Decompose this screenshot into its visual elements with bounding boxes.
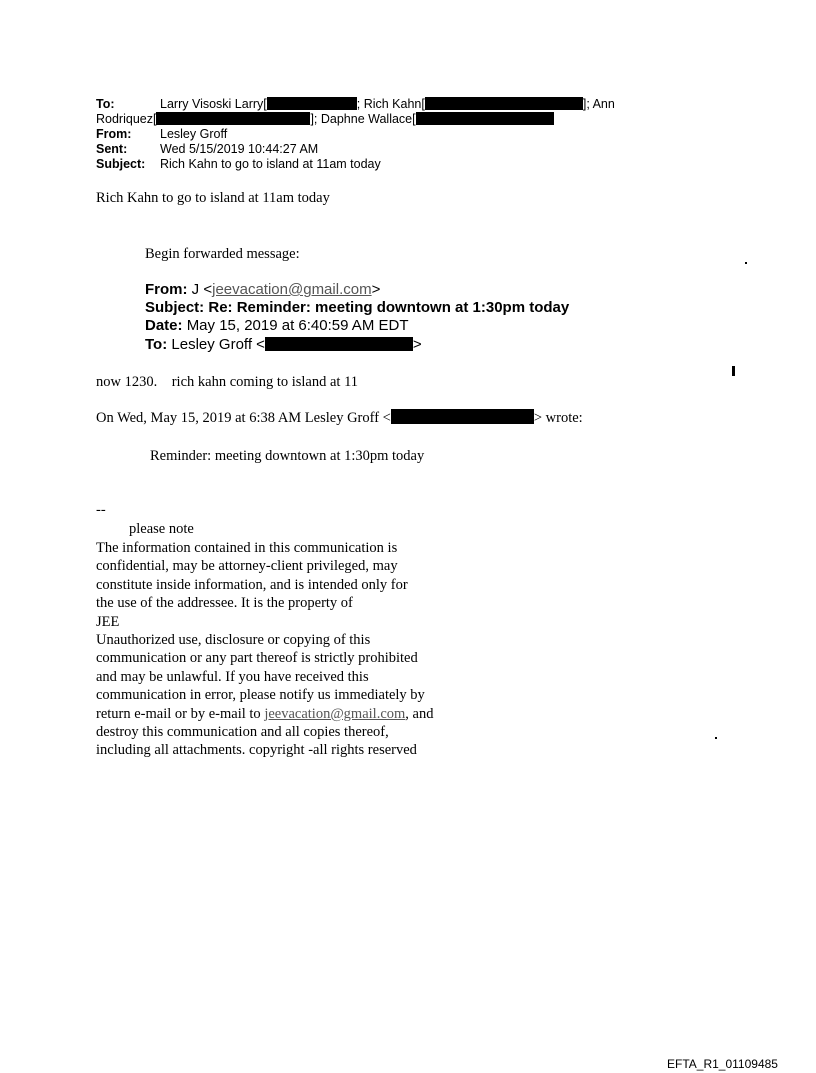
to-recipient-3: ]; Daphne Wallace[	[310, 112, 416, 126]
to-recipient-2: ; Rich Kahn[	[356, 97, 425, 111]
disclaimer-line: communication in error, please notify us immediately by	[96, 687, 425, 704]
redaction-box	[391, 409, 534, 424]
reply-text: now 1230. rich kahn coming to island at 11	[96, 374, 359, 390]
redaction-box	[265, 337, 413, 351]
forward-to-value: Lesley Groff <	[171, 336, 265, 353]
disclaimer-email-link[interactable]: jeevacation@gmail.com	[264, 705, 406, 722]
forward-from-close: >	[371, 281, 381, 298]
forward-to-close: >	[412, 336, 422, 353]
quote-intro-start: On Wed, May 15, 2019 at 6:38 AM Lesley Groff <	[96, 410, 391, 426]
forward-date-label: Date:	[145, 317, 183, 334]
to-label: To:	[96, 97, 115, 111]
signature-please-note: please note	[129, 521, 194, 537]
forward-to	[145, 336, 422, 354]
redaction-box	[416, 112, 554, 125]
subject-label: Subject:	[96, 157, 146, 171]
quoted-message: Reminder: meeting downtown at 1:30pm today	[150, 448, 425, 464]
return-end-text: , and	[405, 705, 434, 722]
to-recipient-2-end: ]; Ann	[582, 97, 615, 111]
forward-date-value: May 15, 2019 at 6:40:59 AM EDT	[186, 317, 409, 334]
disclaimer-line: constitute inside information, and is intended only for	[96, 576, 408, 593]
header-to-line1	[96, 97, 615, 112]
stray-dot	[715, 737, 717, 739]
disclaimer-line: and may be unlawful. If you have received this	[96, 668, 369, 685]
forward-subject-value: Re: Reminder: meeting downtown at 1:30pm today	[208, 299, 570, 316]
return-text: return e-mail or by e-mail to	[96, 705, 265, 722]
forward-from-label: From:	[145, 281, 188, 298]
header-subject	[96, 157, 381, 172]
subject-value: Rich Kahn to go to island at 11am today	[160, 157, 381, 171]
redaction-box	[267, 97, 357, 110]
sent-label: Sent:	[96, 142, 128, 156]
body-first-line: Rich Kahn to go to island at 11am today	[96, 190, 330, 206]
to-recipient-1: Larry Visoski Larry[	[160, 97, 267, 111]
redaction-box	[156, 112, 310, 125]
header-sent	[96, 142, 318, 157]
redaction-box	[425, 97, 583, 110]
signature-dashes: --	[96, 502, 106, 518]
sent-value: Wed 5/15/2019 10:44:27 AM	[160, 142, 319, 156]
disclaimer-line: the use of the addressee. It is the property of	[96, 595, 353, 612]
quote-intro	[96, 409, 583, 427]
forward-to-label: To:	[145, 336, 168, 353]
header-from	[96, 127, 227, 142]
forward-from-name: J <	[191, 281, 213, 298]
disclaimer-block	[96, 539, 433, 760]
forward-subject-label: Subject:	[145, 299, 205, 316]
disclaimer-line: The information contained in this communication is	[96, 540, 398, 556]
document-id: EFTA_R1_01109485	[667, 1057, 778, 1071]
header-to-line2	[96, 112, 554, 127]
quote-intro-end: > wrote:	[533, 410, 583, 426]
forward-subject	[145, 299, 569, 317]
from-value: Lesley Groff	[160, 127, 228, 141]
forward-date	[145, 317, 408, 335]
disclaimer-line-return	[96, 705, 433, 723]
forward-intro: Begin forwarded message:	[145, 246, 300, 262]
disclaimer-line: including all attachments. copyright -all rights reserved	[96, 742, 417, 759]
disclaimer-line: Unauthorized use, disclosure or copying of this	[96, 632, 371, 649]
disclaimer-line: destroy this communication and all copies thereof,	[96, 724, 389, 741]
disclaimer-line: confidential, may be attorney-client privileged, may	[96, 558, 398, 575]
from-label: From:	[96, 127, 132, 141]
to-line2-start: Rodriquez[	[96, 112, 157, 126]
forward-from	[145, 281, 380, 299]
forward-from-email-link[interactable]: jeevacation@gmail.com	[212, 281, 372, 298]
disclaimer-line: JEE	[96, 613, 120, 630]
stray-dot	[745, 262, 747, 264]
stray-mark	[732, 366, 735, 376]
disclaimer-line: communication or any part thereof is strictly prohibited	[96, 650, 418, 667]
